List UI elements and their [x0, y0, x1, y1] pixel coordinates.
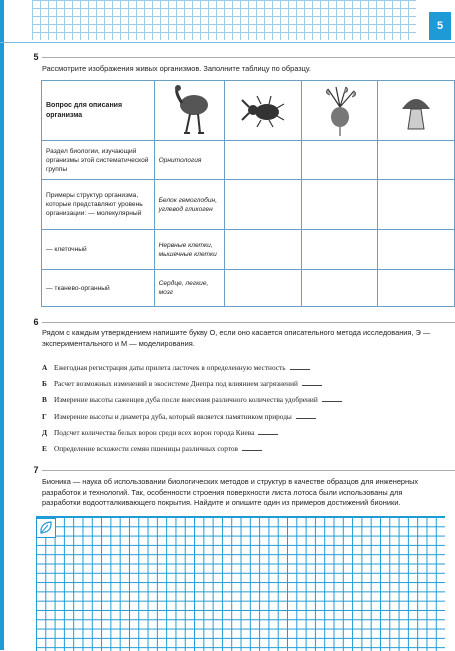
list-item: Е Определение всхожести семян пшеницы различных сортов — [42, 444, 342, 460]
page-number: 5 — [429, 12, 451, 40]
answer-blank[interactable] — [302, 385, 322, 386]
answer-cell[interactable] — [301, 270, 378, 307]
organism-table — [41, 80, 455, 307]
task6-separator — [36, 322, 455, 323]
task7-separator — [36, 470, 455, 471]
task6-number: 6 — [30, 316, 42, 328]
radish-icon — [320, 85, 360, 137]
row-question: — тканево-органный — [42, 270, 155, 307]
table-header: Вопрос для описания организма — [42, 81, 155, 141]
row-question: Раздел биологии, изучающий организмы этой систематической группы — [42, 141, 155, 180]
leaf-icon — [37, 519, 55, 537]
answer-cell[interactable] — [378, 141, 455, 180]
task6-intro: Рядом с каждым утверждением напишите букву О, если оно касается описательного метода исследования, Э — экспериментального и М — моделирования. — [42, 328, 431, 348]
radish-cell — [301, 81, 378, 141]
ostrich-icon — [166, 85, 212, 137]
ostrich-cell — [154, 81, 224, 141]
task5-intro: Рассмотрите изображения живых организмов. Заполните таблицу по образцу. — [42, 64, 311, 73]
row-sample: Орнитология — [154, 141, 224, 180]
answer-blank[interactable] — [242, 450, 262, 451]
top-divider — [0, 42, 455, 43]
list-item: Г Измерение высоты и диаметра дуба, который является памятником природы — [42, 412, 342, 428]
task5-separator — [36, 57, 455, 58]
leaf-icon-box — [36, 518, 56, 538]
answer-cell[interactable] — [378, 270, 455, 307]
row-sample: Белок гемоглобин, углевод гликоген — [154, 180, 224, 230]
mushroom-icon — [398, 91, 434, 131]
beetle-cell — [224, 81, 301, 141]
list-item: В Измерение высоты саженцев дуба после внесения различного количества удобрений — [42, 395, 342, 411]
answer-cell[interactable] — [224, 180, 301, 230]
list-item: А Ежегодная регистрация даты прилета ласточек в определенную местность — [42, 363, 342, 379]
answer-grid[interactable] — [36, 516, 445, 651]
answer-cell[interactable] — [301, 230, 378, 270]
left-accent-bar — [0, 0, 4, 650]
task5-number: 5 — [30, 51, 42, 63]
stag-beetle-icon — [241, 94, 285, 128]
statement-list — [42, 363, 342, 460]
row-sample: Нервные клетки, мышечные клетки — [154, 230, 224, 270]
list-item: Д Подсчет количества белых ворон среди всех ворон города Киева — [42, 428, 342, 444]
row-question: Примеры структур организма, которые представляют уровень организации: — молекулярный — [42, 180, 155, 230]
row-question: — клеточный — [42, 230, 155, 270]
top-grid — [32, 0, 416, 40]
answer-cell[interactable] — [301, 141, 378, 180]
task7-intro: Бионика — наука об использовании биологических методов и структур в качестве образцов для инженерных разработок и технологий. Так, особенности строения поверхности листа лотоса были использованы для разработки водоотталкивающего покрытия. Найдите и опишите один из примеров достижений бионики. — [42, 477, 419, 507]
row-sample: Сердце, легкие, мозг — [154, 270, 224, 307]
task7-number: 7 — [30, 464, 42, 476]
answer-cell[interactable] — [301, 180, 378, 230]
mushroom-cell — [378, 81, 455, 141]
answer-blank[interactable] — [258, 434, 278, 435]
answer-cell[interactable] — [378, 230, 455, 270]
answer-cell[interactable] — [224, 270, 301, 307]
answer-blank[interactable] — [322, 401, 342, 402]
answer-cell[interactable] — [378, 180, 455, 230]
list-item: Б Расчет возможных изменений в экосистеме Днепра под влиянием загрязнений — [42, 379, 342, 395]
answer-cell[interactable] — [224, 141, 301, 180]
answer-blank[interactable] — [290, 369, 310, 370]
answer-blank[interactable] — [296, 418, 316, 419]
answer-cell[interactable] — [224, 230, 301, 270]
